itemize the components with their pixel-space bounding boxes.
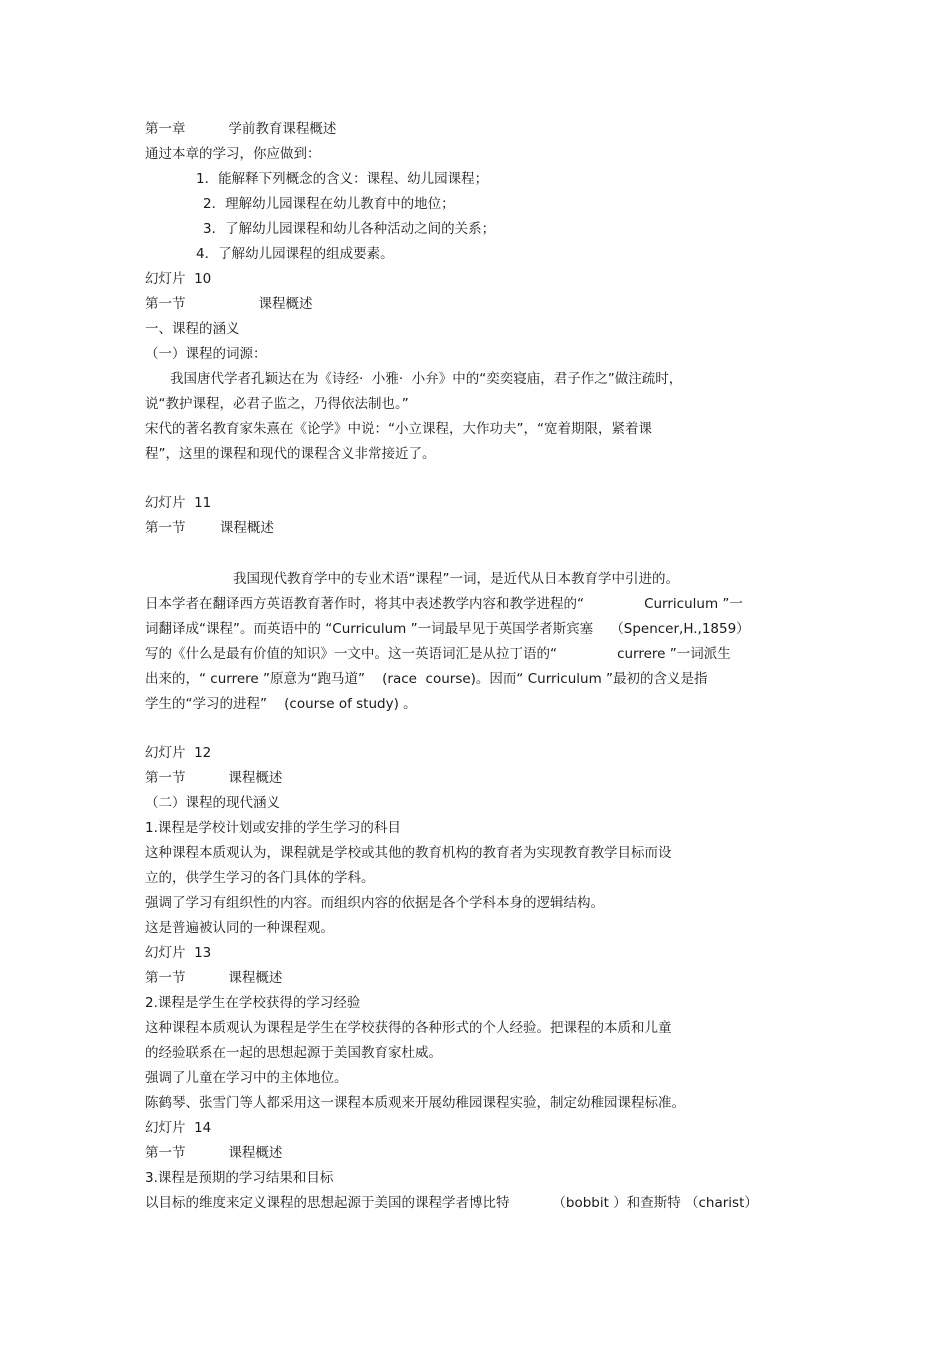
paragraph-line: 学生的“学习的进程” (course of study) 。: [145, 696, 417, 712]
objectives-intro: 通过本章的学习，你应做到：: [145, 146, 321, 162]
objective-1: 1．能解释下列概念的含义：课程、幼儿园课程；: [196, 171, 489, 187]
section-heading: 第一节 课程概述: [145, 770, 283, 786]
paragraph-line: 强调了学习有组织性的内容。而组织内容的依据是各个学科本身的逻辑结构。: [145, 895, 604, 911]
subheading: （一）课程的词源：: [145, 346, 267, 362]
objective-2: 2．理解幼儿园课程在幼儿教育中的地位；: [203, 196, 455, 212]
paragraph-line: 我国现代教育学中的专业术语“课程”一词，是近代从日本教育学中引进的。: [233, 571, 679, 587]
chapter-title: 第一章 学前教育课程概述: [145, 121, 337, 137]
subheading: 一、课程的涵义: [145, 321, 240, 337]
point-heading: 1.课程是学校计划或安排的学生学习的科目: [145, 820, 401, 836]
point-heading: 3.课程是预期的学习结果和目标: [145, 1170, 334, 1186]
paragraph-line: 陈鹤琴、张雪门等人都采用这一课程本质观来开展幼稚园课程实验，制定幼稚园课程标准。: [145, 1095, 685, 1111]
subheading: （二）课程的现代涵义: [145, 795, 280, 811]
slide-label: 幻灯片 10: [145, 271, 212, 287]
objective-4: 4．了解幼儿园课程的组成要素。: [196, 246, 394, 262]
paragraph-line: 我国唐代学者孔颖达在为《诗经· 小雅· 小弁》中的“奕奕寝庙，君子作之”做注疏时，: [170, 371, 683, 387]
paragraph-line: 的经验联系在一起的思想起源于美国教育家杜威。: [145, 1045, 442, 1061]
paragraph-line: 说“教护课程，必君子监之，乃得依法制也。”: [145, 396, 409, 412]
section-heading: 第一节 课程概述: [145, 296, 313, 312]
paragraph-line: 立的，供学生学习的各门具体的学科。: [145, 870, 375, 886]
paragraph-line: 出来的，“ currere ”原意为“跑马道” (race course)。因而“ Curriculum ”最初的含义是指: [145, 671, 708, 687]
paragraph-line: 写的《什么是最有价值的知识》一文中。这一英语词汇是从拉丁语的“ currere ”一词派生: [145, 646, 731, 662]
objective-3: 3．了解幼儿园课程和幼儿各种活动之间的关系；: [203, 221, 496, 237]
paragraph-line: 以目标的维度来定义课程的思想起源于美国的课程学者博比特 （bobbit ）和查斯特 （charist）: [145, 1195, 758, 1211]
section-heading: 第一节 课程概述: [145, 1145, 283, 1161]
section-heading: 第一节 课程概述: [145, 520, 274, 536]
paragraph-line: 强调了儿童在学习中的主体地位。: [145, 1070, 348, 1086]
paragraph-line: 这种课程本质观认为课程是学生在学校获得的各种形式的个人经验。把课程的本质和儿童: [145, 1020, 672, 1036]
paragraph-line: 日本学者在翻译西方英语教育著作时，将其中表述教学内容和教学进程的“ Curriculum ”一: [145, 596, 743, 612]
slide-label: 幻灯片 14: [145, 1120, 212, 1136]
slide-label: 幻灯片 11: [145, 495, 212, 511]
slide-label: 幻灯片 13: [145, 945, 212, 961]
paragraph-line: 宋代的著名教育家朱熹在《论学》中说：“小立课程，大作功夫”，“宽着期限，紧着课: [145, 421, 652, 437]
paragraph-line: 词翻译成“课程”。而英语中的 “Curriculum ”一词最早见于英国学者斯宾塞 （Spencer,H.,1859）: [145, 621, 750, 637]
section-heading: 第一节 课程概述: [145, 970, 283, 986]
paragraph-line: 这是普遍被认同的一种课程观。: [145, 920, 334, 936]
paragraph-line: 程”，这里的课程和现代的课程含义非常接近了。: [145, 446, 436, 462]
point-heading: 2.课程是学生在学校获得的学习经验: [145, 995, 361, 1011]
slide-label: 幻灯片 12: [145, 745, 212, 761]
paragraph-line: 这种课程本质观认为，课程就是学校或其他的教育机构的教育者为实现教育教学目标而设: [145, 845, 672, 861]
